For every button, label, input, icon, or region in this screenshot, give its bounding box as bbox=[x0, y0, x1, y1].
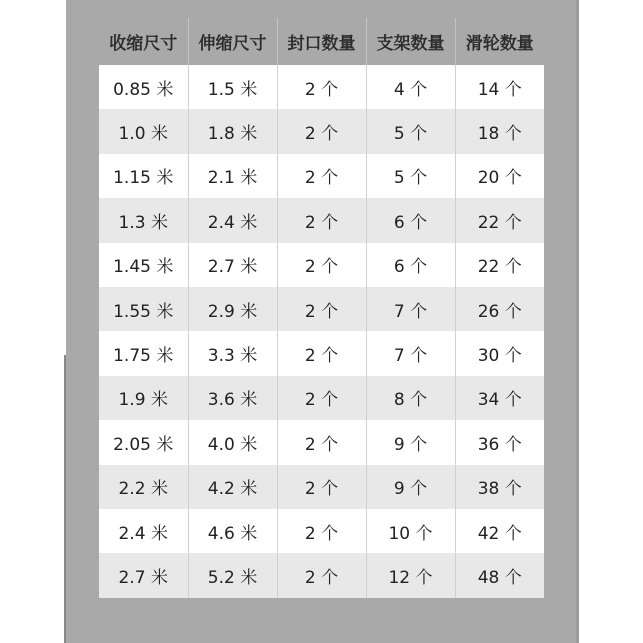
cell-bracket-count: 6 个 bbox=[366, 243, 455, 287]
cell-retracted-size: 0.85 米 bbox=[99, 65, 188, 109]
size-table-card bbox=[99, 18, 544, 598]
cell-retracted-size: 1.55 米 bbox=[99, 287, 188, 331]
cell-pulley-count: 22 个 bbox=[455, 198, 544, 242]
table-row bbox=[99, 154, 544, 198]
cell-seal-count: 2 个 bbox=[277, 154, 366, 198]
cell-extended-size: 4.0 米 bbox=[188, 420, 277, 464]
right-edge-line bbox=[576, 0, 579, 643]
cell-pulley-count: 48 个 bbox=[455, 553, 544, 597]
table-row bbox=[99, 465, 544, 509]
cell-seal-count: 2 个 bbox=[277, 287, 366, 331]
cell-pulley-count: 30 个 bbox=[455, 331, 544, 375]
cell-pulley-count: 26 个 bbox=[455, 287, 544, 331]
cell-retracted-size: 1.45 米 bbox=[99, 243, 188, 287]
cell-bracket-count: 4 个 bbox=[366, 65, 455, 109]
table-row bbox=[99, 509, 544, 553]
cell-retracted-size: 2.7 米 bbox=[99, 553, 188, 597]
cell-seal-count: 2 个 bbox=[277, 331, 366, 375]
cell-seal-count: 2 个 bbox=[277, 420, 366, 464]
cell-extended-size: 4.2 米 bbox=[188, 465, 277, 509]
header-bracket-count: 支架数量 bbox=[366, 18, 455, 65]
table-row bbox=[99, 109, 544, 153]
header-row bbox=[99, 18, 544, 65]
cell-bracket-count: 10 个 bbox=[366, 509, 455, 553]
table-row bbox=[99, 376, 544, 420]
cell-extended-size: 1.8 米 bbox=[188, 109, 277, 153]
cell-extended-size: 2.9 米 bbox=[188, 287, 277, 331]
cell-retracted-size: 2.05 米 bbox=[99, 420, 188, 464]
cell-seal-count: 2 个 bbox=[277, 376, 366, 420]
cell-bracket-count: 8 个 bbox=[366, 376, 455, 420]
cell-pulley-count: 14 个 bbox=[455, 65, 544, 109]
cell-extended-size: 2.7 米 bbox=[188, 243, 277, 287]
cell-bracket-count: 7 个 bbox=[366, 331, 455, 375]
table-row bbox=[99, 287, 544, 331]
cell-retracted-size: 2.4 米 bbox=[99, 509, 188, 553]
left-edge-line bbox=[64, 355, 66, 643]
cell-extended-size: 2.4 米 bbox=[188, 198, 277, 242]
cell-seal-count: 2 个 bbox=[277, 509, 366, 553]
table-body bbox=[99, 65, 544, 598]
cell-retracted-size: 2.2 米 bbox=[99, 465, 188, 509]
cell-bracket-count: 12 个 bbox=[366, 553, 455, 597]
cell-pulley-count: 38 个 bbox=[455, 465, 544, 509]
table-row bbox=[99, 331, 544, 375]
cell-retracted-size: 1.75 米 bbox=[99, 331, 188, 375]
cell-seal-count: 2 个 bbox=[277, 243, 366, 287]
cell-seal-count: 2 个 bbox=[277, 65, 366, 109]
cell-seal-count: 2 个 bbox=[277, 109, 366, 153]
cell-seal-count: 2 个 bbox=[277, 198, 366, 242]
cell-pulley-count: 36 个 bbox=[455, 420, 544, 464]
cell-bracket-count: 9 个 bbox=[366, 420, 455, 464]
cell-pulley-count: 42 个 bbox=[455, 509, 544, 553]
cell-retracted-size: 1.0 米 bbox=[99, 109, 188, 153]
cell-extended-size: 4.6 米 bbox=[188, 509, 277, 553]
header-seal-count: 封口数量 bbox=[277, 18, 366, 65]
cell-bracket-count: 9 个 bbox=[366, 465, 455, 509]
cell-pulley-count: 18 个 bbox=[455, 109, 544, 153]
cell-extended-size: 2.1 米 bbox=[188, 154, 277, 198]
table-row bbox=[99, 420, 544, 464]
cell-extended-size: 3.6 米 bbox=[188, 376, 277, 420]
table-row bbox=[99, 198, 544, 242]
cell-bracket-count: 5 个 bbox=[366, 109, 455, 153]
cell-bracket-count: 5 个 bbox=[366, 154, 455, 198]
cell-pulley-count: 20 个 bbox=[455, 154, 544, 198]
cell-retracted-size: 1.9 米 bbox=[99, 376, 188, 420]
header-retracted-size: 收缩尺寸 bbox=[99, 18, 188, 65]
header-extended-size: 伸缩尺寸 bbox=[188, 18, 277, 65]
header-pulley-count: 滑轮数量 bbox=[455, 18, 544, 65]
cell-retracted-size: 1.3 米 bbox=[99, 198, 188, 242]
size-table bbox=[99, 18, 544, 598]
cell-bracket-count: 6 个 bbox=[366, 198, 455, 242]
cell-seal-count: 2 个 bbox=[277, 465, 366, 509]
table-header bbox=[99, 18, 544, 65]
table-row bbox=[99, 243, 544, 287]
cell-bracket-count: 7 个 bbox=[366, 287, 455, 331]
cell-seal-count: 2 个 bbox=[277, 553, 366, 597]
cell-extended-size: 5.2 米 bbox=[188, 553, 277, 597]
cell-pulley-count: 34 个 bbox=[455, 376, 544, 420]
cell-extended-size: 1.5 米 bbox=[188, 65, 277, 109]
table-row bbox=[99, 553, 544, 597]
cell-extended-size: 3.3 米 bbox=[188, 331, 277, 375]
cell-retracted-size: 1.15 米 bbox=[99, 154, 188, 198]
table-row bbox=[99, 65, 544, 109]
cell-pulley-count: 22 个 bbox=[455, 243, 544, 287]
